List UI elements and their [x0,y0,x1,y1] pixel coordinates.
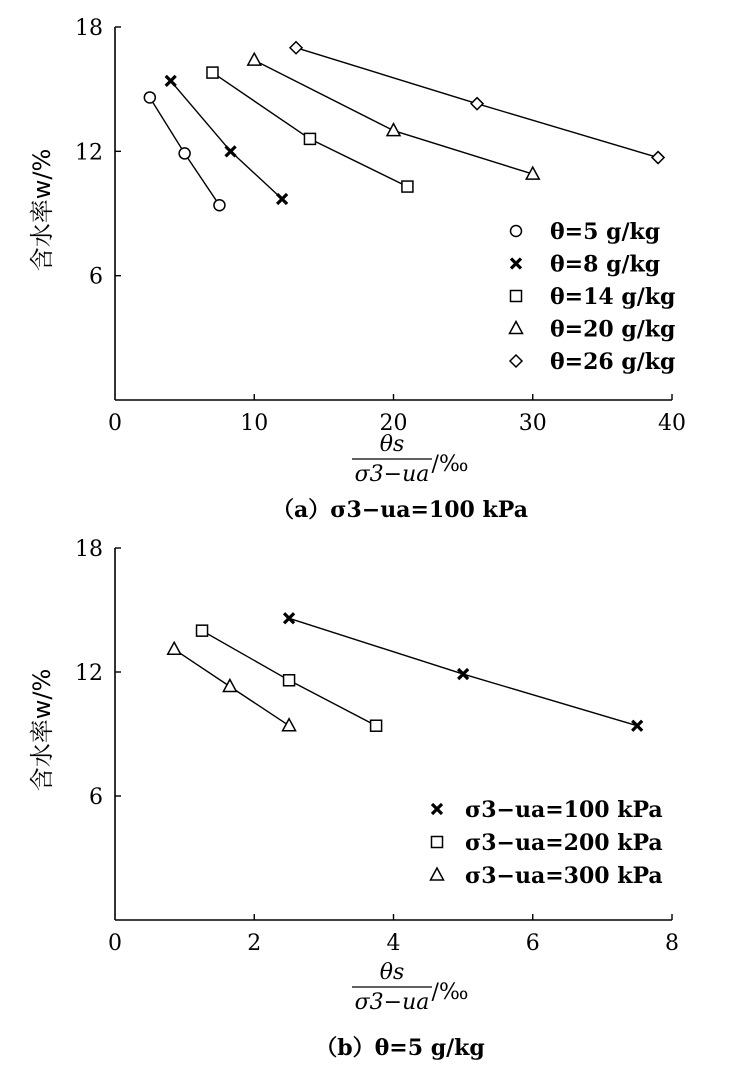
data-point-triangle [168,642,181,654]
data-point-triangle [248,53,261,65]
legend-marker-circle [511,226,522,237]
x-axis-label-unit: /‰ [431,452,469,477]
data-point-x [458,669,468,679]
x-tick-label: 30 [518,411,547,436]
data-point-x [277,194,287,204]
data-point-diamond [652,152,664,164]
y-tick-label: 6 [89,785,103,810]
legend-marker-diamond [510,355,522,367]
series-0 [284,613,642,730]
data-point-circle [214,200,225,211]
legend-label: θ=14 g/kg [550,284,676,310]
panel-caption: （a）σ3−ua=100 kPa [272,497,528,523]
x-tick-label: 6 [525,931,540,956]
legend-label: θ=5 g/kg [550,219,661,245]
series-line [213,73,408,187]
x-tick-label: 10 [240,411,269,436]
data-point-square [284,675,295,686]
x-tick-label: 0 [108,931,122,956]
legend-marker-triangle [431,868,444,880]
data-point-square [207,67,218,78]
x-tick-label: 40 [658,411,686,436]
y-tick-label: 12 [75,661,103,686]
data-point-triangle [283,719,296,731]
series-3 [248,53,540,179]
data-point-circle [144,92,155,103]
legend [431,797,663,889]
series-2 [207,67,413,192]
x-tick-label: 20 [379,411,408,436]
data-point-square [402,181,413,192]
legend-label: θ=8 g/kg [550,251,661,278]
x-tick-label: 0 [108,411,122,436]
data-point-x [226,146,236,156]
x-axis-label-numerator: θs [379,960,405,985]
legend-marker-square [432,837,443,848]
y-tick-label: 6 [89,264,103,290]
panel-caption: （b）θ=5 g/kg [315,1035,485,1061]
data-point-x [632,721,642,731]
legend-marker-triangle [510,322,523,334]
legend-label: σ3−ua=100 kPa [465,797,663,823]
series-2 [168,642,296,730]
x-axis-label-denominator: σ3−ua [354,462,430,487]
y-tick-label: 12 [75,140,103,166]
series-1 [166,76,287,204]
x-axis-label-numerator: θs [379,432,405,457]
x-tick-label: 4 [386,931,401,956]
y-axis-label: 含水率w/% [28,668,56,792]
data-point-square [197,625,208,636]
y-axis-label: 含水率w/% [28,148,56,272]
x-axis-label-denominator: σ3−ua [354,990,430,1015]
legend-label: θ=26 g/kg [550,349,676,375]
legend-marker-square [511,291,522,302]
legend-label: σ3−ua=300 kPa [465,863,663,889]
data-point-triangle [387,124,400,136]
chart-panel-a [28,16,686,523]
legend-label: θ=20 g/kg [550,316,676,343]
series-1 [197,625,382,731]
data-point-square [304,133,315,144]
legend-marker-x [511,259,521,269]
legend-label: σ3−ua=200 kPa [465,830,663,856]
legend [510,219,676,375]
series-line [171,81,282,199]
series-4 [290,42,664,164]
data-point-diamond [471,98,483,110]
x-tick-label: 8 [665,931,679,956]
y-tick-label: 18 [75,537,103,562]
data-point-diamond [290,42,302,54]
data-point-triangle [223,679,236,691]
chart-panel-b [28,537,679,1061]
series-0 [144,92,225,211]
y-tick-label: 18 [75,16,103,41]
data-point-circle [179,148,190,159]
legend-marker-x [432,804,442,814]
x-tick-label: 2 [247,931,262,956]
data-point-x [284,613,294,623]
data-point-square [371,720,382,731]
x-axis-label-unit: /‰ [431,980,469,1005]
data-point-x [166,76,176,86]
